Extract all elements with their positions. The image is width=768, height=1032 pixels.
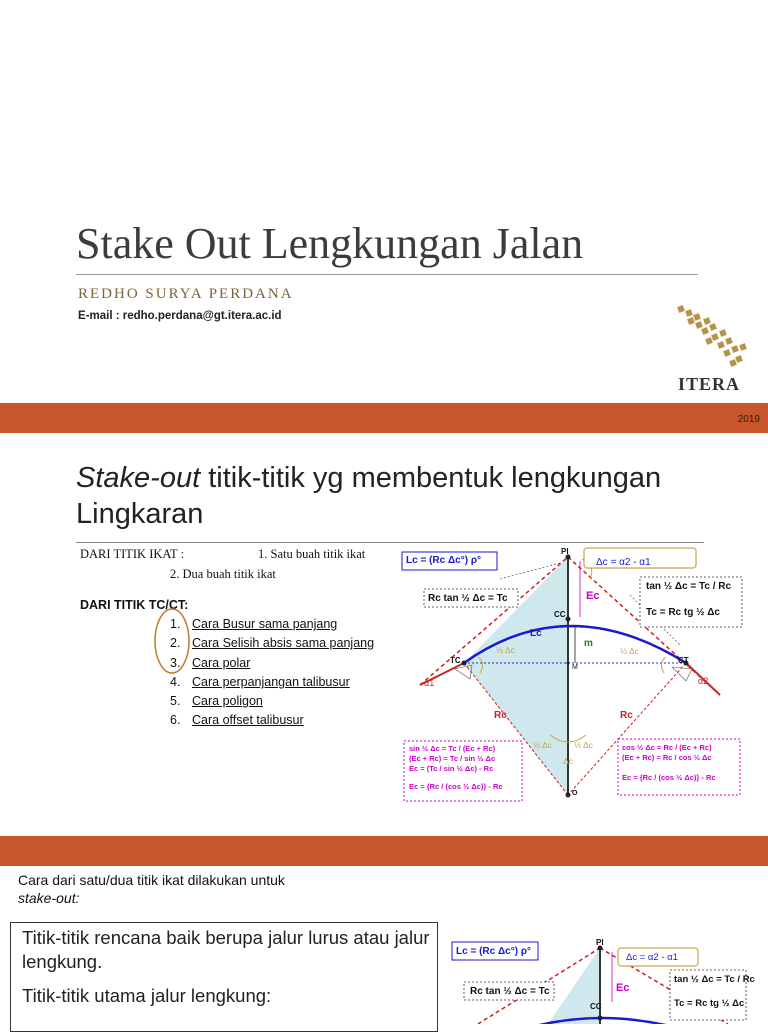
- slide3-label-cc: CC: [590, 1002, 602, 1011]
- author-name: REDHO SURYA PERDANA: [78, 286, 294, 302]
- label-m-point: M: [572, 664, 578, 671]
- method-item-2: 2. Cara Selisih absis sama panjang: [170, 636, 375, 650]
- slide2-divider: [76, 542, 704, 543]
- label-pi: PI: [561, 547, 569, 556]
- label-half-delta-left: ½ Δc: [496, 645, 515, 655]
- label-delta-c: Δc: [563, 756, 573, 766]
- slide1-footer-band: [0, 403, 768, 433]
- slide2-heading-rest: titik-titik yg membentuk lengkungan Lingkaran: [76, 462, 662, 530]
- slide3-box-text: [22, 926, 432, 1008]
- method-item-3: 3. Cara polar: [170, 656, 251, 670]
- slide3-box-line-1: Titik-titik rencana baik berupa jalur lurus atau jalur lengkung.: [22, 927, 430, 972]
- slide2-heading-italic: Stake-out: [76, 462, 201, 494]
- slide3-box-line-2: Titik-titik utama jalur lengkung:: [22, 985, 272, 1006]
- method-item-1: 1. Cara Busur sama panjang: [170, 617, 338, 631]
- title-divider: [76, 274, 698, 275]
- slide3-tan-formula-1: tan ½ Δc = Tc / Rc: [674, 974, 755, 985]
- label-cc: CC: [554, 610, 566, 619]
- slide2-footer-band: [0, 836, 768, 866]
- tan-formula-1: tan ½ Δc = Tc / Rc: [646, 581, 732, 592]
- label-o: O: [572, 790, 578, 797]
- method-item-6: 6. Cara offset talibusur: [170, 713, 304, 727]
- slide3-tan-formula-2: Tc = Rc tg ½ Δc: [674, 998, 745, 1009]
- title-slide-heading: Stake Out Lengkungan Jalan: [76, 219, 584, 268]
- dari-tc-ct-label: DARI TITIK TC/CT:: [80, 598, 189, 612]
- ikat-option-2: 2. Dua buah titik ikat: [170, 567, 276, 581]
- label-lc: Lc: [530, 628, 542, 639]
- slide3-label-ec: Ec: [616, 982, 630, 994]
- itera-logo-icon: [676, 300, 756, 372]
- label-half-delta-bottom-right: ½ Δc: [574, 740, 593, 750]
- itera-logo-text: ITERA: [678, 374, 741, 394]
- label-tc: TC: [450, 656, 461, 665]
- sin-formula-box: sin ½ Δc = Tc / (Ec + Rc) (Ec + Rc) = Tc / sin ½ Δc Ec = (Tc / sin ½ Δc) - Rc Ec = {Rc / (cos ½ Δc)} - Rc: [409, 744, 503, 791]
- dari-titik-ikat-label: DARI TITIK IKAT :: [80, 547, 185, 561]
- tan-formula-2: Tc = Rc tg ½ Δc: [646, 607, 720, 618]
- slide3-label-pi: PI: [596, 938, 604, 947]
- label-ec: Ec: [586, 590, 600, 602]
- author-email: E-mail : redho.perdana@gt.itera.ac.id: [78, 310, 282, 322]
- slide2-heading: [76, 460, 716, 532]
- cos-formula-box: cos ½ Δc = Rc / (Ec + Rc) (Ec + Rc) = Rc / cos ½ Δc Ec = {Rc / (cos ½ Δc)} - Rc: [622, 743, 716, 782]
- rc-tan-formula: Rc tan ½ Δc = Tc: [428, 593, 508, 604]
- method-item-4: 4. Cara perpanjangan talibusur: [170, 675, 350, 689]
- label-m: m: [584, 638, 593, 649]
- label-alpha1: α1: [424, 678, 435, 688]
- label-ct: CT: [678, 656, 689, 665]
- slide3-delta-formula: Δc = α2 - α1: [626, 952, 678, 963]
- ikat-option-1: 1. Satu buah titik ikat: [258, 547, 366, 561]
- label-rc-right: Rc: [620, 710, 633, 721]
- slide-year: 2019: [737, 414, 760, 425]
- slide3-lead-text: Cara dari satu/dua titik ikat dilakukan untuk stake-out:: [18, 872, 285, 906]
- slide3-lc-formula: Lc = (Rc Δc°) ρ°: [456, 946, 531, 957]
- method-item-5: 5. Cara poligon: [170, 694, 263, 708]
- label-half-delta-right: ½ Δc: [620, 646, 639, 656]
- label-half-delta-bottom-left: ½ Δc: [533, 740, 552, 750]
- lc-formula: Lc = (Rc Δc°) ρ°: [406, 555, 481, 566]
- highlight-ellipse: [152, 606, 192, 676]
- label-alpha2: α2: [698, 676, 709, 686]
- delta-formula: Δc = α2 - α1: [596, 557, 651, 568]
- label-rc-left: Rc: [494, 710, 507, 721]
- slide3-rc-tan-formula: Rc tan ½ Δc = Tc: [470, 986, 550, 997]
